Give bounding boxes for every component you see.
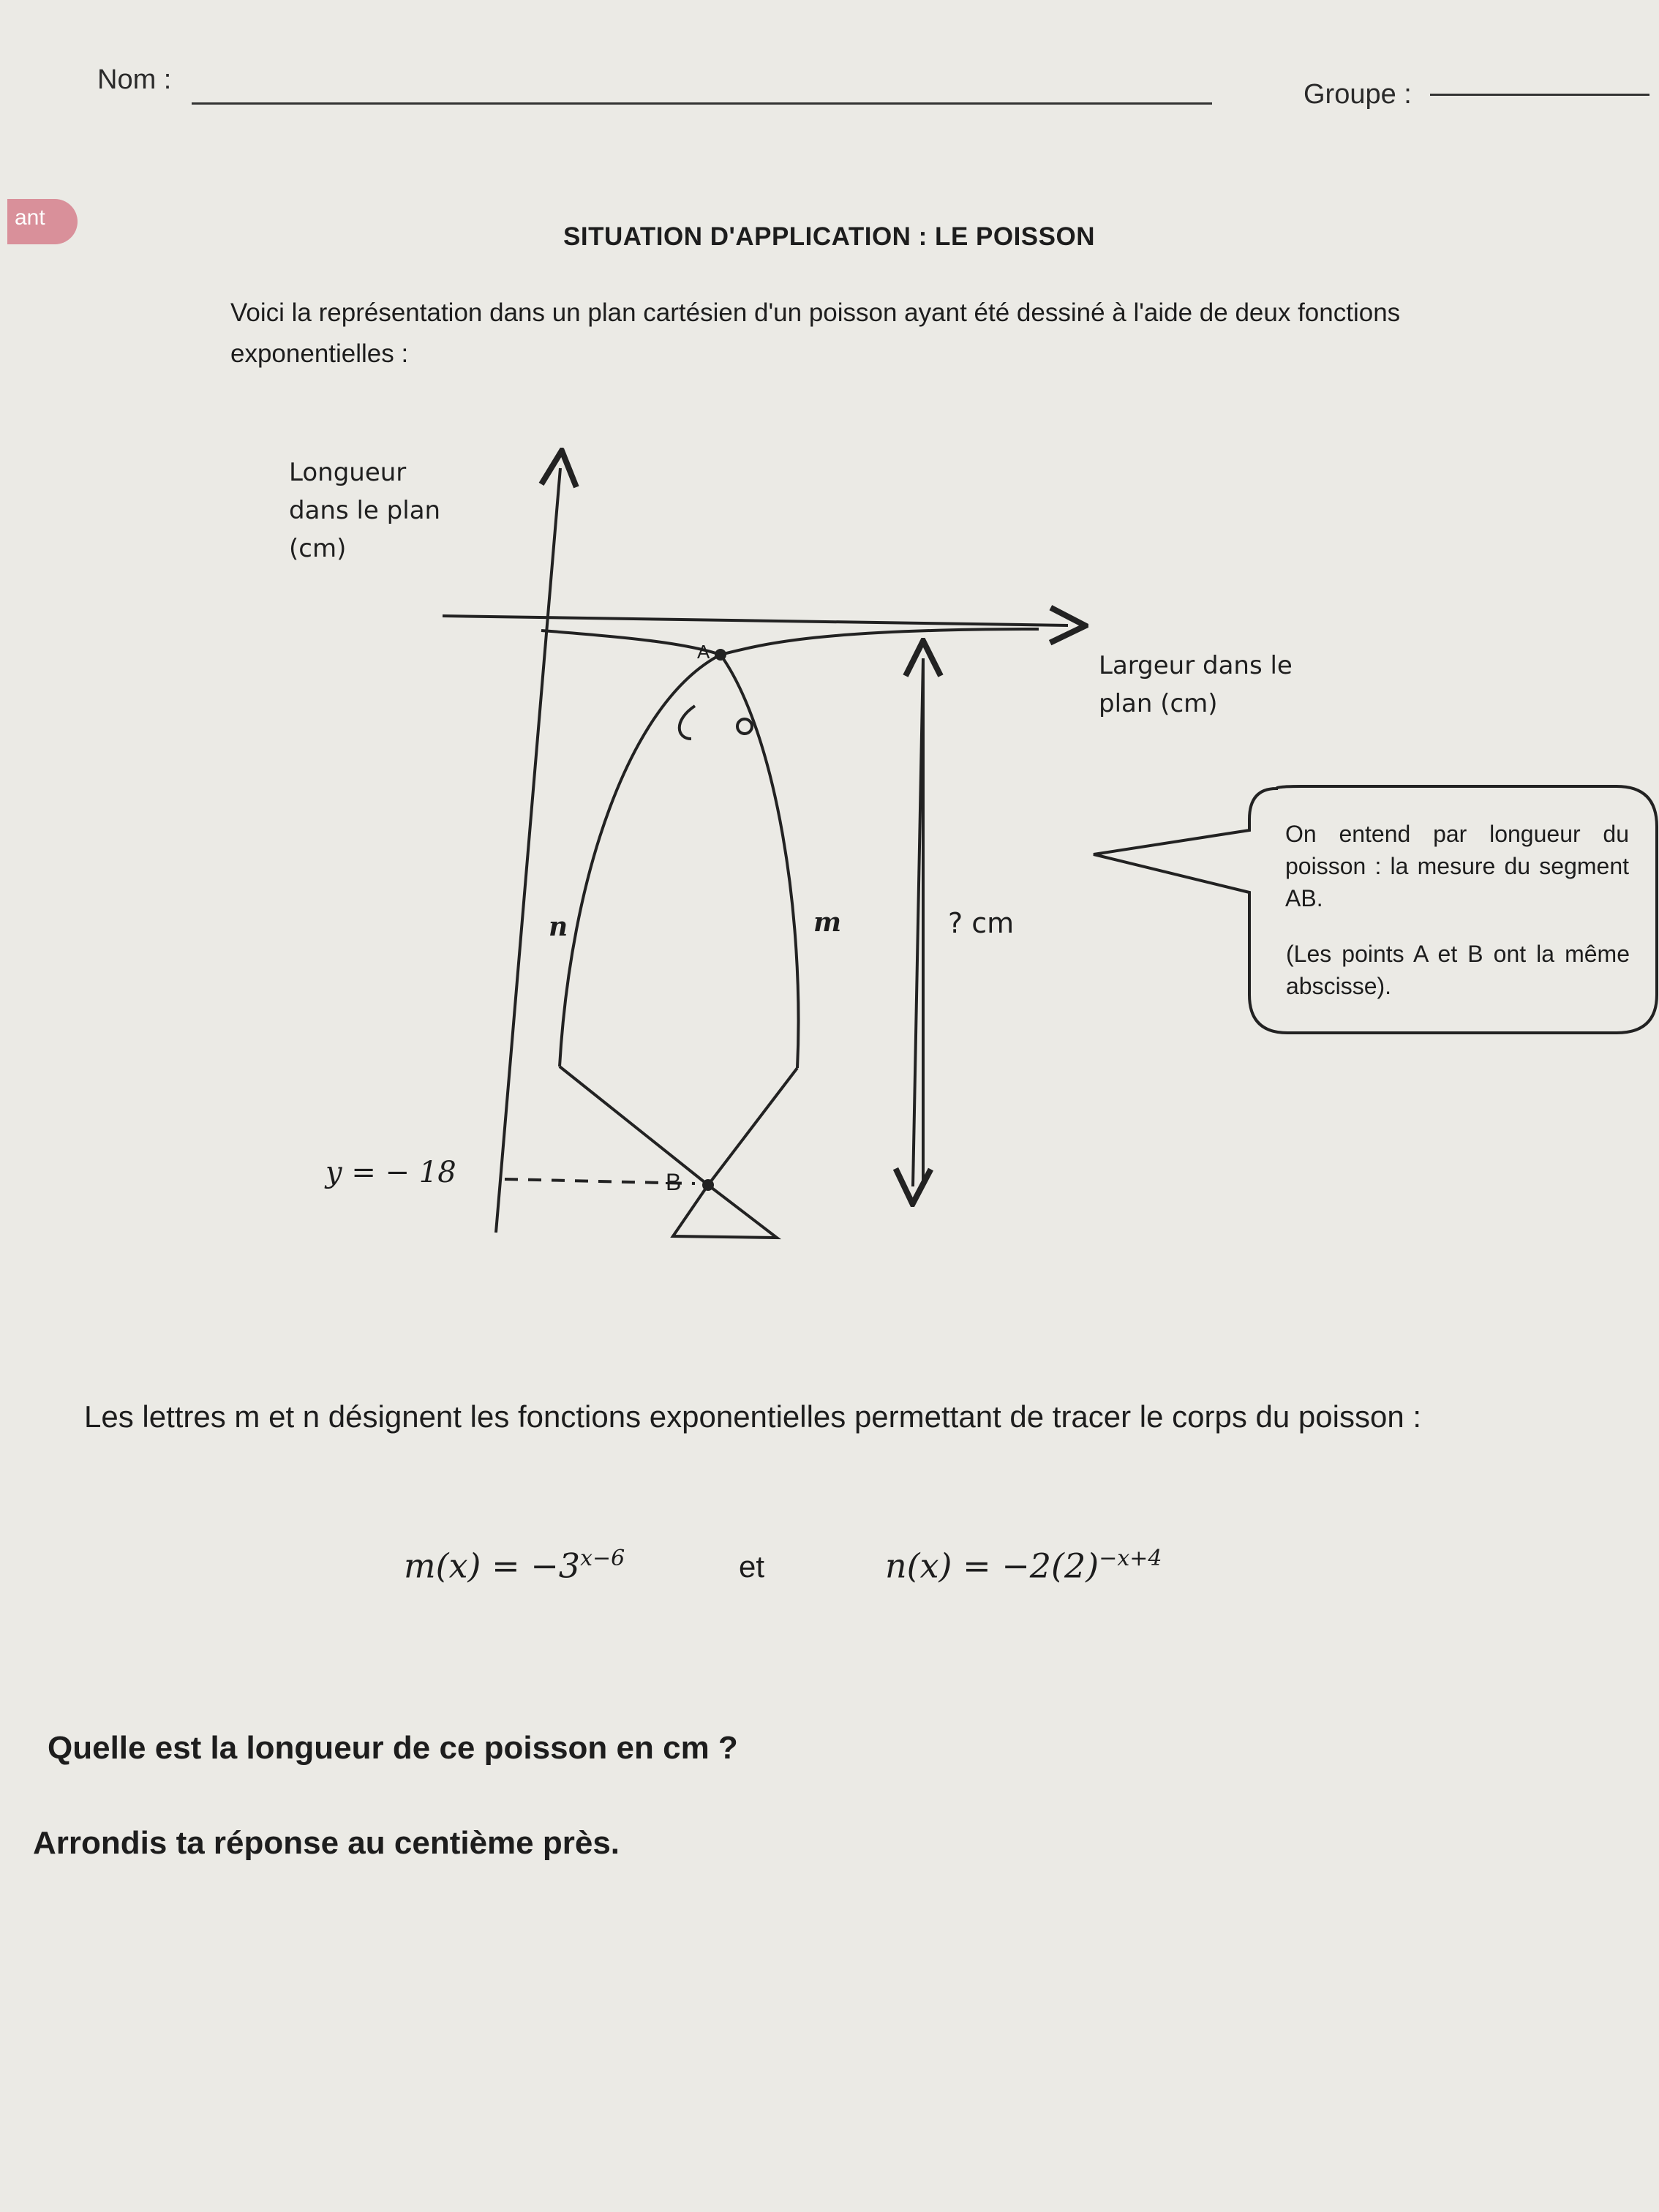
page-title: SITUATION D'APPLICATION : LE POISSON — [563, 222, 1095, 251]
formula-n: $n(x) = -2(2)^{-x+4}$ — [885, 1546, 1162, 1586]
point-a — [715, 649, 726, 661]
groupe-label: Groupe : — [1304, 79, 1412, 110]
curve-n — [560, 655, 721, 1066]
side-tab: ant — [7, 199, 78, 244]
point-b — [702, 1179, 714, 1191]
y-line-label: y = − 18 — [326, 1156, 456, 1189]
y-axis-label: Longueur dans le plan (cm) — [289, 458, 441, 563]
curve-m-label: m — [813, 907, 842, 938]
callout-definition: On entend par longueur du poisson : la mesure du segment AB. — [1285, 821, 1629, 911]
formula-m: $m(x) = -3^{x-6}$ — [404, 1546, 625, 1586]
fish-gill — [680, 706, 695, 739]
y-axis — [496, 468, 560, 1233]
body-text: Les lettres m et n désignent les fonctions exponentielles permettant de tracer le corps du poisson : — [84, 1399, 1422, 1434]
point-a-label: A — [697, 641, 710, 663]
fish-eye — [737, 719, 752, 734]
x-axis-label: Largeur dans le plan (cm) — [1099, 651, 1293, 718]
length-label: ? cm — [948, 907, 1015, 939]
curve-n-label: n — [549, 911, 568, 942]
question-text: Quelle est la longueur de ce poisson en cm ? — [48, 1730, 738, 1766]
formula-and: et — [739, 1549, 765, 1584]
fish-tail — [673, 1185, 777, 1238]
fish-bottom — [560, 1066, 797, 1185]
nom-label: Nom : — [97, 64, 172, 95]
point-b-label: B — [666, 1169, 682, 1195]
callout-note: (Les points A et B ont la même abscisse). — [1286, 941, 1630, 999]
curve-m-tail — [721, 629, 1039, 655]
length-arrow-down — [913, 658, 923, 1186]
instruction-text: Arrondis ta réponse au centième près. — [33, 1825, 620, 1861]
x-axis — [443, 616, 1068, 625]
intro-text: Voici la représentation dans un plan cartésien d'un poisson ayant été dessiné à l'aide de deux fonctions exponentielles : — [230, 298, 1401, 368]
